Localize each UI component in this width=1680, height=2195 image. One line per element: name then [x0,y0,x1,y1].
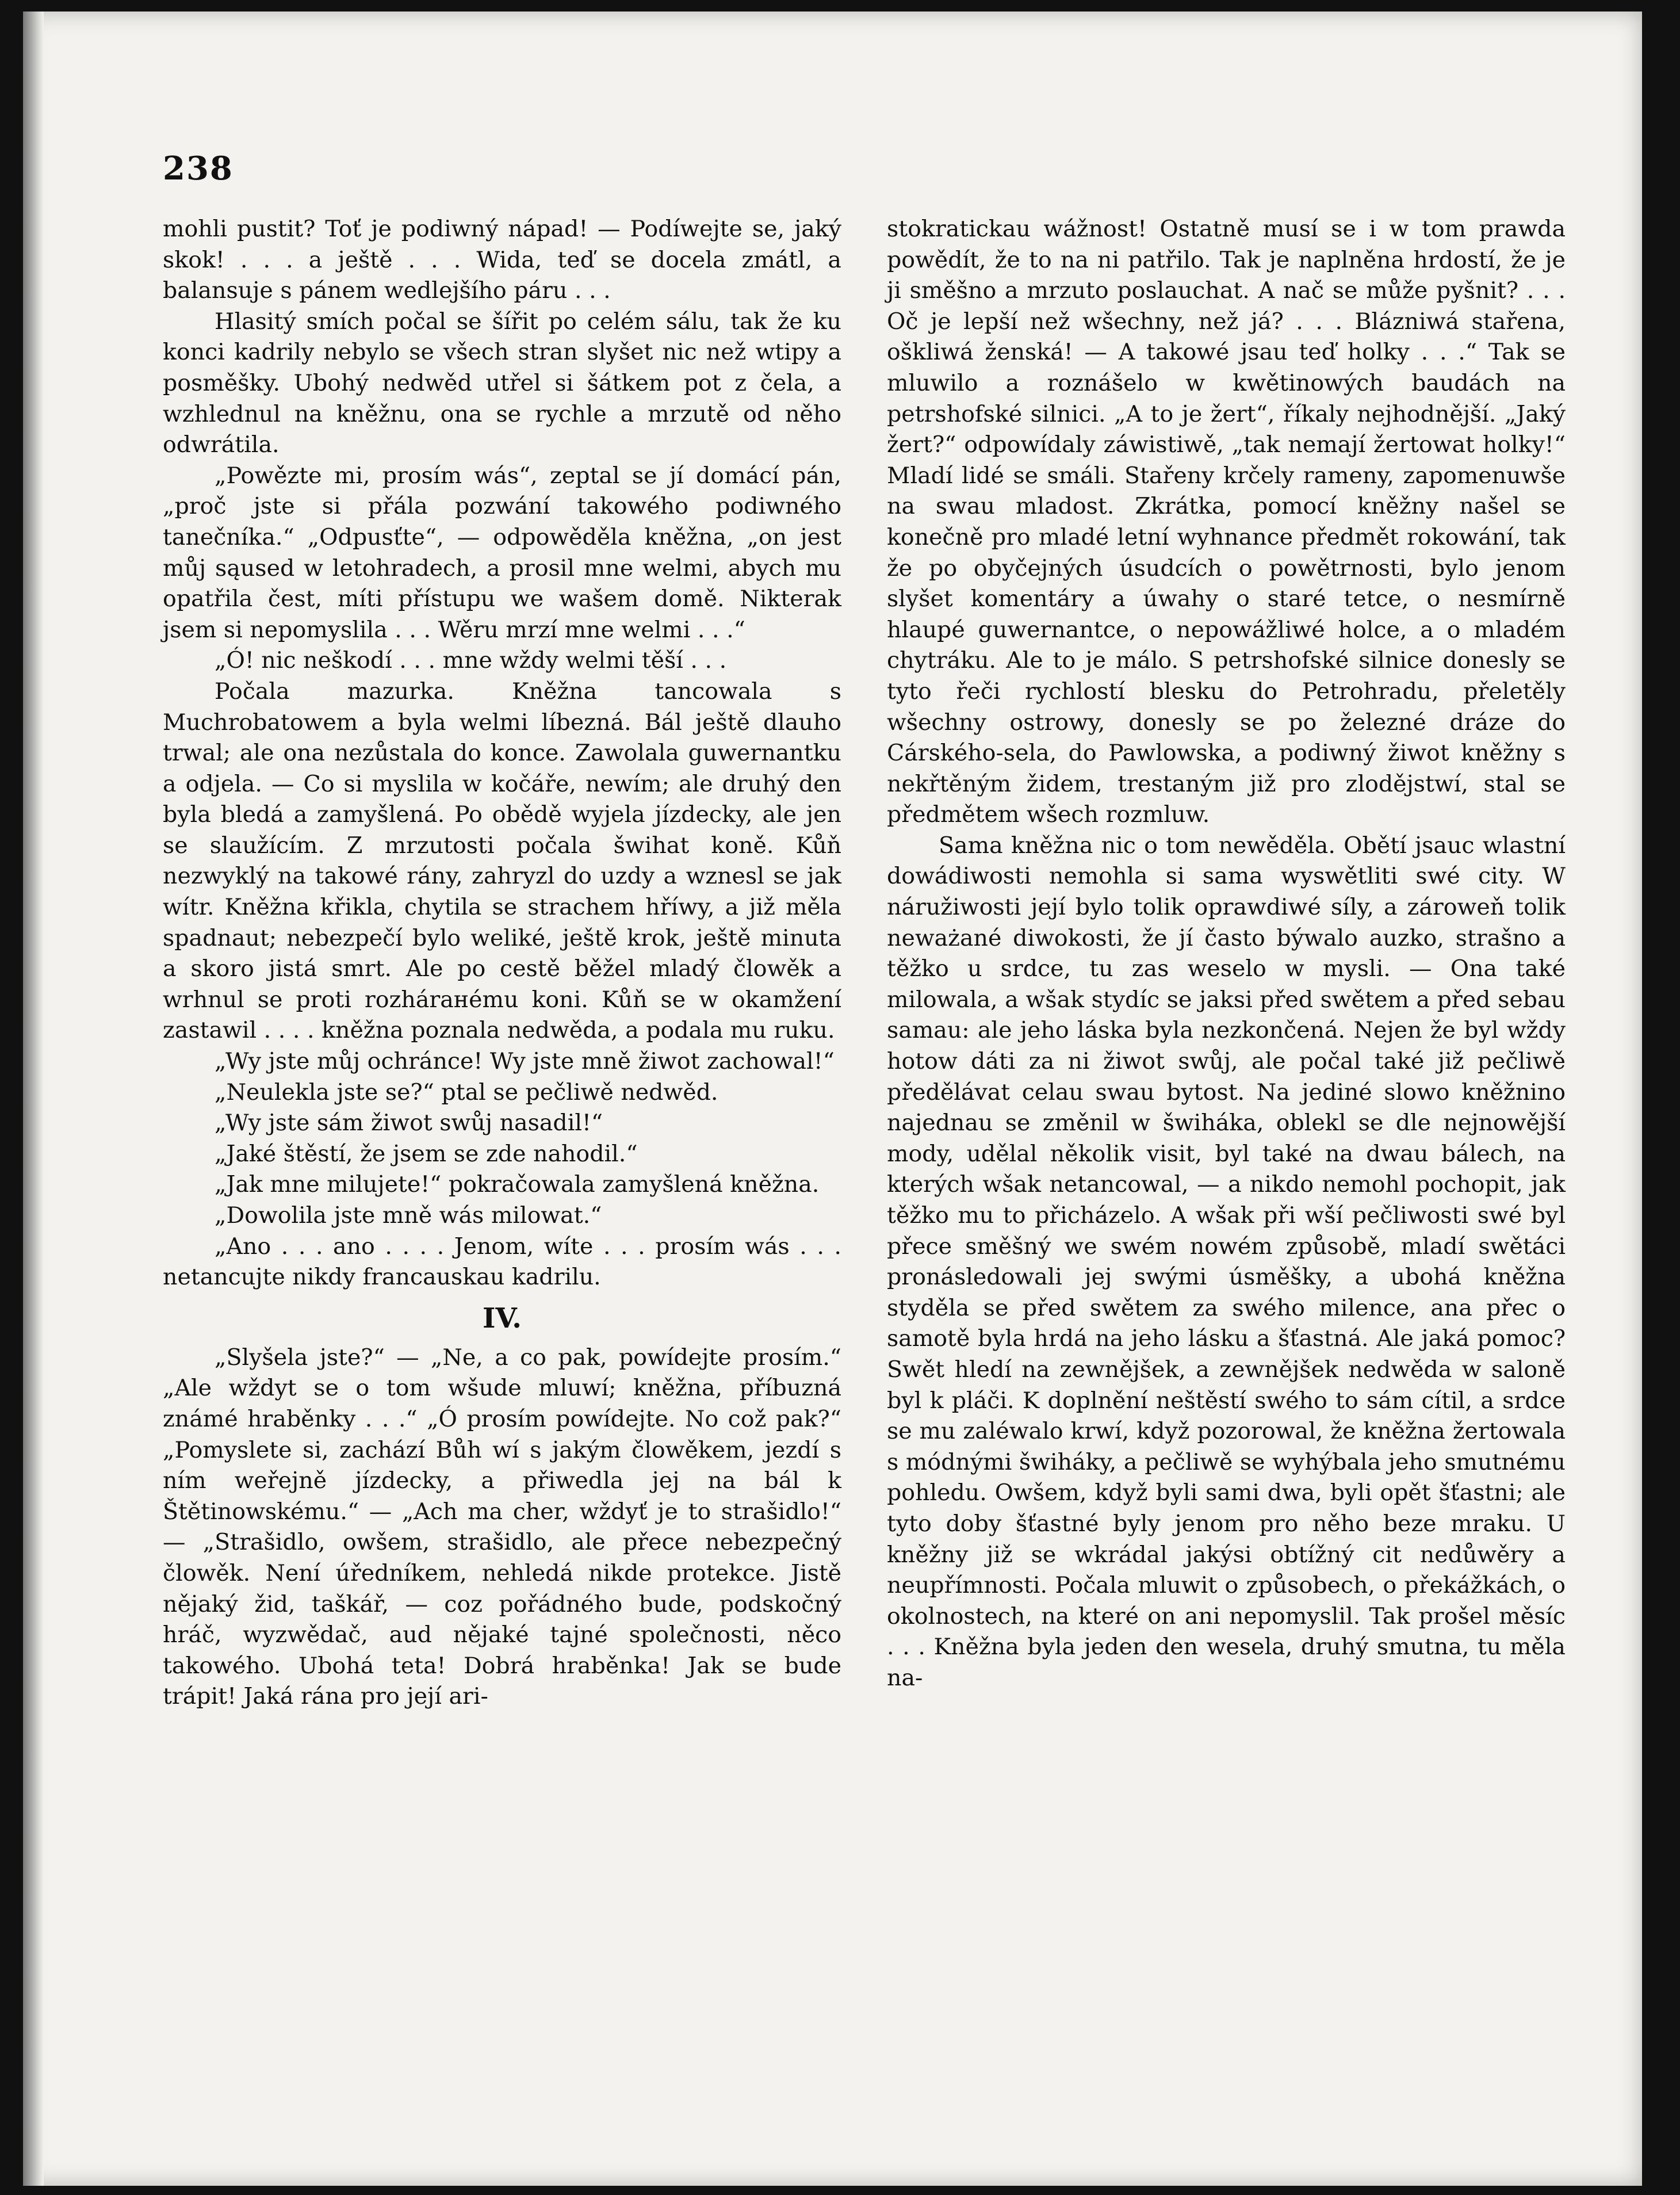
left-column [163,214,841,1712]
paragraph: Sama kněžna nic o tom newěděla. Obětí jsauc wlastní dowádiwosti nemohla si sama wyswětliti swé city. W náružiwosti její bylo tolik oprawdiwé síly, a zárowеň tolik neważané diwokosti, že jí často býwalo auzko, strašno a těžko u srdce, tu zas weselo w mysli. — Ona také milowala, a wšak stydíc se jaksi před swětem a před sebau samau: ale jeho láska byla nezkončená. Nejen že byl wždy hotow dáti za ni žiwot swůj, ale počal také již pečliwě předělávat celau swau bytost. Na jediné slowo kněžnino najednau se změnil w šwiháka, oblekl se dle nejnowější mody, udělal několik visit, byl také na dwau bálech, na kterých wšak netancowal, — a nikdo nemohl pochopit, jak těžko mu to přicházelo. A wšak při wší pečliwosti swé byl přece směšný we swém nowém způsobě, mladí swětáci pronásledowali jej swými úsměšky, a ubohá kněžna styděla se před swětem za swého milence, ana přec o samotě byla hrdá na jeho lásku a šťastná. Ale jaká pomoc? Swět hledí na zewnějšek, a zewnějšek nedwěda w saloně byl k pláči. K doplnění neštěstí swého to sám cítil, a srdce se mu zaléwalo krwí, když pozorowal, že kněžna žertowala s módnými šwiháky, a pečliwě se wyhýbala jeho smutnému pohledu. Owšem, když byli sami dwa, byli opět šťastni; ale tyto doby šťastné byly jenom pro něho beze mraku. U kněžny již se wkrádal jakýsi obtížný cit nedůwěry a neupřímnosti. Počala mluwit o způsobech, o překážkách, o okolnostech, na které on ani nepomyslil. Tak prošel měsíc . . . Kněžna byla jeden den wesela, druhý smutna, tu měla na- [887,832,1566,1691]
paragraph: „Neulekla jste se?“ ptal se pečliwě nedwěd. [215,1079,718,1106]
paragraph: „Ano . . . ano . . . . Jenom, wíte . . . prosím wás . . . netancujte nikdy francauskau kadrilu. [163,1233,841,1291]
paragraph: Hlasitý smích počal se šířit po celém sálu, tak že ku konci kadrily nebylo se všech stran slyšet nic než wtipy a posměšky. Ubohý nedwěd utřel si šátkem pot z čela, a wzhlednul na kněžnu, ona se rychle a mrzutě od něho odwrátila. [163,308,841,458]
paragraph: „Wy jste sám žiwot swůj nasadil!“ [215,1110,603,1137]
book-page [23,12,1642,2186]
paragraph: „Dowolila jste mně wás milowat.“ [215,1202,602,1229]
paragraph: Počala mazurka. Kněžna tancowala s Muchrobatowem a byla welmi líbezná. Bál ještě dlauho trwal; ale ona nezůstala do konce. Zawolala guwernantku a odjela. — Co si myslila w kočáře, newím; ale druhý den byla bledá a zamyšlená. Po obědě wyjela jízdecky, ale jen se slaužícím. Z mrzutosti počala šwihat koně. Kůň nezwyklý na takowé rány, zahryzl do uzdy a wznesl se jak wítr. Kněžna křikla, chytila se strachem hříwy, a již měla spadnaut; nebezpečí bylo weliké, ještě krok, ještě minuta a skoro jistá smrt. Ale po cestě běžel mladý člowěk a wrhnul se proti rozhárанému koni. Kůň se w okamžení zastawil . . . . kněžna poznala nedwěda, a podala mu ruku. [163,678,841,1044]
paragraph: „Ó! nic neškodí . . . mne wždy welmi těší . . . [215,647,727,674]
paragraph: stokratickau wážnost! Ostatně musí se i w tom prawda powědít, že to na ni patřilo. Tak je naplněna hrdostí, že je ji směšno a mrzuto poslauchat. A nač se může pyšnit? . . . Oč je lepší než wšechny, než já? . . . Bláznіwá stařena, ošklіwá ženská! — A takowé jsau teď holky . . .“ Tak se mluwilo a roznášelo w kwětinowých baudách na petrshofské silnici. „A to je žert“, říkaly nejhodnější. „Jaký žert?“ odpowídaly záwistiwě, „tak nemají žertowat holky!“ Mladí lidé se smáli. Stařeny krčely rameny, zapomenuwše na swau mladost. Zkrátka, pomocí kněžny našel se konečně pro mladé letní wyhnance předmět rokowání, tak že po obyčejných úsudcích o powětrnosti, bylo jenom slyšet komentáry a úwahy o staré tetce, o nesmírně hlaupé guwernantce, o nepowážliwé holce, a o mladém chytráku. Ale to je málo. S petrshofské silnice donesly se tyto řeči rychlostí blesku do Petrohradu, přeletěly wšechny ostrowy, donesly se po železné dráze do Cárského-sela, do Pawlowska, a podiwný žiwot kněžny s nekřtěným židem, trestaným již pro zlodějstwí, stal se předmětem wšech rozmluw. [887,216,1566,828]
paragraph: „Powězte mi, prosím wás“, zeptal se jí domácí pán, „proč jste si přála pozwání takowého podiwného tanečníka.“ „Odpusťte“, — odpowěděla kněžna, „on jest můj sąused w letohradech, a prosil mne welmi, abych mu opatřila čest, míti přístupu we wašem domě. Nikterak jsem si nepomyslila . . . Wěru mrzí mne welmi . . .“ [163,462,841,643]
paragraph: „Jaké štěstí, že jsem se zde nahodil.“ [215,1140,638,1167]
right-column [887,214,1566,1694]
page-number: 238 [163,150,234,188]
paragraph: „Slyšela jste?“ — „Ne, a co pak, powídejte prosím.“ „Ale wždyt se o tom wšude mluwí; kněžna, příbuzná známé hraběnky . . .“ „Ó prosím powídejte. No což pak?“ „Pomyslete si, zachází Bůh wí s jakým člowěkem, jezdí s ním weřejně jízdecky, a přiwedla jej na bál k Štětinowskému.“ — „Ach ma cher, wždyť je to strašidlo!“ — „Strašidlo, owšem, strašidlo, ale přece nebezpečný člowěk. Není úředníkem, nehledá nikde protekce. Jistě nějaký žid, taškář, — coz pořádného bude, podskočný hráč, wyzwědač, aud nějaké tajné společnosti, něco takowého. Ubohá teta! Dobrá hraběnka! Jak se bude trápit! Jaká rána pro její ari- [163,1344,841,1710]
paragraph: mohli pustit? Toť je podiwný nápad! — Podíwejte se, jaký skok! . . . a ještě . . . Wida, teď se docela zmátl, a balansuje s pánem wedlejšího páru . . . [163,216,841,304]
section-heading: IV. [482,1302,522,1334]
binding-edge [23,12,44,2186]
paragraph: „Wy jste můj ochránce! Wy jste mně žiwot zachowal!“ [215,1048,835,1075]
paragraph: „Jak mne milujete!“ pokračowala zamyšlená kněžna. [215,1171,820,1198]
